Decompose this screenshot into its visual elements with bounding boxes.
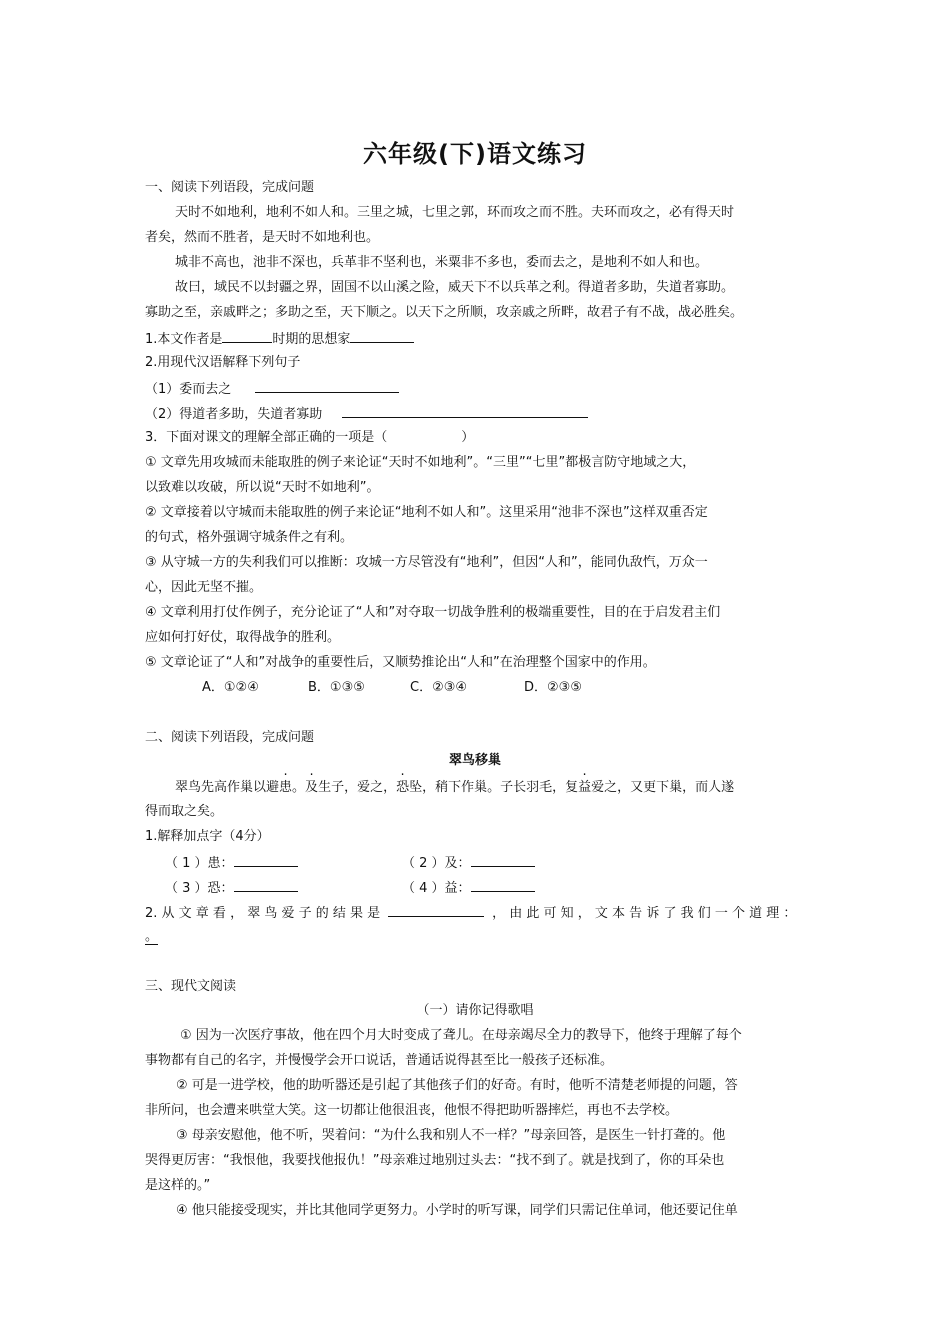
q2-blank-lesson[interactable]: 。 — [145, 929, 159, 944]
section2-para-line1 — [175, 779, 734, 797]
section1-para1-line2: 者矣，然而不胜者，是天时不如地利也。 — [145, 230, 380, 245]
q1-item3-blank[interactable] — [234, 878, 298, 892]
question2-item2-text: （2）得道者多助，失道者寡助 — [145, 407, 323, 422]
dotted-char-yi: 益 — [578, 780, 592, 795]
section1-para3-line1: 故曰，域民不以封疆之界，固国不以山溪之险，威天下不以兵革之利。得道者多助，失道者寡助。 — [175, 280, 735, 295]
q1-item2-blank[interactable] — [471, 853, 535, 867]
section1-heading: 一、阅读下列语段，完成问题 — [145, 180, 315, 195]
q1-item2-label: （ 2 ）及： — [402, 856, 471, 871]
section3-p4-line1: ④ 他只能接受现实，并比其他同学更努力。小学时的听写课，同学们只需记住单词，他还要记住单 — [176, 1203, 738, 1218]
section3-p3-line1: ③ 母亲安慰他，他不听，哭着问：“为什么我和别人不一样？”母亲回答，是医生一针打聋的。他 — [176, 1128, 726, 1143]
para-text-segment: 爱之，又更下巢，而人遂 — [591, 780, 735, 795]
section2-question1: 1.解释加点字（4分） — [145, 829, 270, 844]
q1-item1-label: （ 1 ）患： — [165, 856, 234, 871]
para-text-segment: 翠鸟先高作巢以避 — [175, 780, 280, 795]
section2-question2-end — [145, 928, 158, 946]
q1-item1-blank[interactable] — [234, 853, 298, 867]
section2-q1-item3 — [165, 878, 298, 898]
dotted-char-huan: 患 — [279, 780, 293, 795]
section2-para-line2: 得而取之矣。 — [145, 804, 224, 819]
statement4-line1: ④ 文章利用打仗作例子，充分论证了“人和”对夺取一切战争胜利的极端重要性，目的在于启发君主们 — [145, 605, 721, 620]
question1-text-b: 时期的思想家 — [272, 332, 351, 347]
statement1-line2: 以致难以攻破，所以说“天时不如地利”。 — [145, 480, 380, 495]
q1-item4-label: （ 4 ）益： — [402, 881, 471, 896]
statement2-line2: 的句式，格外强调守城条件之有利。 — [145, 530, 354, 545]
question2-item1 — [145, 379, 399, 399]
section1-para3-line2: 寡助之至，亲戚畔之；多助之至，天下顺之。以天下之所顺，攻亲戚之所畔，故君子有不战，战必胜矣。 — [145, 305, 744, 320]
question2-item2-blank[interactable] — [342, 404, 588, 418]
statement1-line1: ① 文章先用攻城而未能取胜的例子来论证“天时不如地利”。“三里”“七里”都极言防守地域之大， — [145, 455, 696, 470]
question3-text-b: ） — [461, 430, 475, 445]
section3-p2-line1: ② 可是一进学校，他的助听器还是引起了其他孩子们的好奇。有时，他听不清楚老师提的问题，答 — [176, 1078, 738, 1093]
section2-subtitle: 翠鸟移巢 — [448, 753, 501, 768]
statement5: ⑤ 文章论证了“人和”对战争的重要性后，又顺势推论出“人和”在治理整个国家中的作用。 — [145, 655, 656, 670]
option-a[interactable]: A．①②④ — [202, 680, 259, 695]
section3-p3-line2: 哭得更厉害：“我恨他，我要找他报仇！”母亲难过地别过头去：“找不到了。就是找到了，你的耳朵也 — [145, 1153, 725, 1168]
question2-item1-text: （1）委而去之 — [145, 382, 232, 397]
section3-p3-line3: 是这样的。” — [145, 1178, 211, 1193]
question3-text-a: 3．下面对课文的理解全部正确的一项是（ — [145, 430, 388, 445]
question1-blank-era[interactable] — [222, 329, 272, 343]
statement4-line2: 应如何打好仗，取得战争的胜利。 — [145, 630, 341, 645]
section2-q1-item1 — [165, 853, 298, 873]
question1-blank-author[interactable] — [350, 329, 414, 343]
para-text-segment: 生子，爱之， — [318, 780, 397, 795]
statement3-line1: ③ 从守城一方的失利我们可以推断：攻城一方尽管没有“地利”，但因“人和”，能同仇敌忾，万众一 — [145, 555, 708, 570]
dotted-char-ji: 及 — [305, 780, 319, 795]
statement2-line1: ② 文章接着以守城而未能取胜的例子来论证“地利不如人和”。这里采用“池非不深也”这样双重否定 — [145, 505, 708, 520]
option-c[interactable]: C．②③④ — [410, 680, 468, 695]
q2-text-b: ， 由 此 可 知 ， 文 本 告 诉 了 我 们 一 个 道 理 ： — [492, 906, 797, 921]
question3 — [145, 429, 474, 447]
q1-item4-blank[interactable] — [471, 878, 535, 892]
question2: 2.用现代汉语解释下列句子 — [145, 355, 301, 370]
option-b[interactable]: B．①③⑤ — [308, 680, 365, 695]
section3-p2-line2: 非所问，也会遭来哄堂大笑。这一切都让他很沮丧，他恨不得把助听器摔烂，再也不去学校。 — [145, 1103, 679, 1118]
section1-para2: 城非不高也，池非不深也，兵革非不坚利也，米粟非不多也，委而去之，是地利不如人和也。 — [175, 255, 709, 270]
section3-heading: 三、现代文阅读 — [145, 979, 237, 994]
question2-item1-blank[interactable] — [255, 379, 399, 393]
section3-p1-line2: 事物都有自己的名字，并慢慢学会开口说话，普通话说得甚至比一般孩子还标准。 — [145, 1053, 614, 1068]
page-title: 六年级(下)语文练习 — [363, 140, 587, 168]
statement3-line2: 心，因此无坚不摧。 — [145, 580, 263, 595]
para-text-segment: 坠，稍下作巢。子长羽毛，复 — [409, 780, 579, 795]
q1-item3-label: （ 3 ）恐： — [165, 881, 234, 896]
q2-text-a: 2. 从 文 章 看 ， 翠 鸟 爱 子 的 结 果 是 — [145, 906, 381, 921]
section2-question2 — [145, 903, 796, 923]
question1 — [145, 329, 414, 349]
question2-item2 — [145, 404, 588, 424]
section1-para1-line1: 天时不如地利，地利不如人和。三里之城，七里之郭，环而攻之而不胜。夫环而攻之，必有得天时 — [175, 205, 735, 220]
question1-text-a: 1.本文作者是 — [145, 332, 223, 347]
option-d[interactable]: D．②③⑤ — [524, 680, 582, 695]
section3-p1-line1: ① 因为一次医疗事故，他在四个月大时变成了聋儿。在母亲竭尽全力的教导下，他终于理解了每个 — [180, 1028, 742, 1043]
section2-q1-item2 — [402, 853, 535, 873]
section2-heading: 二、阅读下列语段，完成问题 — [145, 730, 315, 745]
section2-q1-item4 — [402, 878, 535, 898]
dotted-char-kong: 恐 — [396, 780, 410, 795]
q2-blank-result[interactable] — [388, 903, 484, 917]
section3-subtitle: （一）请你记得歌唱 — [416, 1003, 534, 1018]
para-text-segment: 。 — [292, 780, 306, 795]
